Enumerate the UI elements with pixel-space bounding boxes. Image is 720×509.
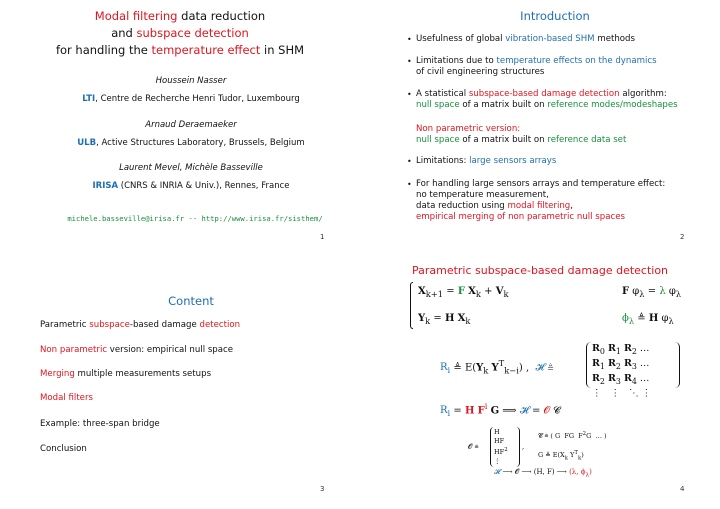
page-number: 2 bbox=[680, 233, 685, 241]
b1-post: methods bbox=[594, 34, 635, 44]
title-text-3: for handling the bbox=[55, 43, 152, 57]
title-red-3: temperature effect bbox=[151, 43, 261, 57]
eigen-equation: F $\varphi_\lambda = \lambda$ $\varphi_\lambda$ bbox=[622, 286, 682, 299]
obs-comma: , bbox=[522, 443, 525, 451]
bullet-1 bbox=[407, 34, 635, 45]
b5-l1: For handling large sensors arrays and temperature effect: bbox=[416, 179, 666, 189]
content-item-3 bbox=[40, 369, 211, 379]
slide-2 bbox=[360, 0, 720, 254]
b3-post: algorithm: bbox=[619, 89, 667, 99]
b4-blue: large sensors arrays bbox=[469, 156, 557, 166]
slide-1 bbox=[0, 0, 360, 254]
ctrl-equation: 𝓒 ≜ ( G FG $F^2G$ … ) bbox=[538, 431, 607, 441]
np-green2: reference data set bbox=[547, 135, 627, 145]
bullet-dot-icon: • bbox=[407, 35, 412, 44]
author-3-org: IRISA bbox=[92, 181, 119, 191]
content-item-5: Example: three-span bridge bbox=[40, 419, 160, 429]
np-mid: of a matrix built on bbox=[459, 135, 548, 145]
bullet-2 bbox=[407, 56, 657, 78]
b2-pre: Limitations due to bbox=[416, 56, 497, 66]
np-green1: null space bbox=[416, 135, 460, 145]
page-number: 1 bbox=[320, 233, 325, 241]
ci4-red: Modal filters bbox=[40, 393, 93, 403]
contact-line[interactable]: michele.basseville@irisa.fr -- http://www.irisa.fr/sisthem/ bbox=[67, 214, 323, 223]
author-2-affil: , Active Structures Laboratory, Brussels, Belgium bbox=[96, 138, 305, 148]
title-text-2: and bbox=[111, 26, 137, 40]
title-line-1 bbox=[0, 9, 360, 23]
author-2-name: Arnaud Deraemaeker bbox=[145, 120, 237, 130]
hankel-entries: $R_0$ $R_1$ $R_2$ … $R_1$ $R_2$ $R_3$ … $R_2$ $R_3$ $R_4$ … ⋮ ⋮ ⋱ ⋮ bbox=[592, 343, 652, 399]
page-number: 4 bbox=[680, 485, 685, 493]
b5-l2: no temperature measurement, bbox=[416, 190, 549, 200]
bullet-dot-icon: • bbox=[407, 57, 412, 66]
system-brace bbox=[410, 282, 413, 329]
chain-equation: 𝓗 ⟶ 𝓞 ⟶ (H, F) ⟶ (λ, $\phi_\lambda$) bbox=[494, 468, 592, 479]
bullet-4 bbox=[407, 156, 557, 167]
b2-line2: of civil engineering structures bbox=[416, 67, 545, 77]
slide-4 bbox=[360, 255, 720, 509]
observation-equation: $Y_k = H$ $X_k$ bbox=[418, 313, 471, 326]
b1-pre: Usefulness of global bbox=[416, 34, 506, 44]
slide-title: Parametric subspace-based damage detection bbox=[411, 264, 669, 277]
ci2-red: Non parametric bbox=[40, 345, 108, 355]
b3-green2: reference modes/modeshapes bbox=[547, 100, 678, 110]
slide-title: Introduction bbox=[520, 9, 590, 23]
bullet-dot-icon: • bbox=[407, 90, 412, 99]
state-equation: $X_{k+1} = F$ $X_k + V_k$ bbox=[418, 286, 509, 299]
np-block bbox=[416, 124, 626, 146]
b5-l4-red: empirical merging of non parametric null spaces bbox=[416, 212, 625, 222]
author-2-org: ULB bbox=[77, 138, 97, 148]
obs-entries: H HF $HF^2$ ⋮ bbox=[494, 428, 508, 466]
g-equation: G ≜ $E(X_k$ $Y^T_k$) bbox=[538, 450, 584, 462]
bullet-5 bbox=[407, 179, 666, 223]
slide-title: Content bbox=[168, 294, 214, 308]
bullet-dot-icon: • bbox=[407, 157, 412, 166]
b5-l3-post: , bbox=[570, 201, 573, 211]
obs-symbol: 𝓞 ≜ bbox=[468, 443, 479, 451]
factorization-equation: $R_i = H$ $F^i$ G ⟹ 𝓗 = 𝓞 𝓒 bbox=[440, 401, 561, 419]
author-1-affiliation bbox=[0, 94, 360, 104]
title-text-1: data reduction bbox=[177, 9, 266, 23]
title-text-3b: in SHM bbox=[260, 43, 305, 57]
ci3-red: Merging bbox=[40, 369, 75, 379]
title-line-3 bbox=[0, 43, 360, 57]
author-1-name: Houssein Nasser bbox=[155, 76, 227, 86]
b4-pre: Limitations: bbox=[416, 156, 470, 166]
slide-3 bbox=[0, 255, 360, 509]
b3-pre: A statistical bbox=[416, 89, 469, 99]
b2-blue: temperature effects on the dynamics bbox=[496, 56, 657, 66]
author-1-org: LTI bbox=[82, 94, 96, 104]
author-3-name: Laurent Mevel, Michèle Basseville bbox=[119, 163, 263, 173]
bullet-dot-icon: • bbox=[407, 180, 412, 189]
b3-green1: null space bbox=[416, 100, 460, 110]
title-red-1: Modal filtering bbox=[94, 9, 178, 23]
ci2-mid: version: empirical null space bbox=[107, 345, 234, 355]
author-3-affiliation bbox=[0, 181, 360, 191]
content-item-1 bbox=[40, 320, 240, 330]
content-item-2 bbox=[40, 345, 233, 355]
ci1-red2: detection bbox=[199, 320, 241, 330]
content-item-4 bbox=[40, 393, 93, 403]
modeshape-equation: $\phi_\lambda$ ≜ H $\varphi_\lambda$ bbox=[622, 313, 674, 326]
b3-mid: of a matrix built on bbox=[459, 100, 548, 110]
ci1-mid: -based damage bbox=[129, 320, 200, 330]
title-red-2: subspace detection bbox=[136, 26, 249, 40]
ci1-pre: Parametric bbox=[40, 320, 90, 330]
covariance-equation: $R_i$ ≜ $E(Y_k$ $Y^T_{k-i}$) , 𝓗 ≜ bbox=[440, 358, 554, 376]
author-2-affiliation bbox=[0, 138, 360, 148]
content-item-6: Conclusion bbox=[40, 444, 87, 454]
b1-blue: vibration-based SHM bbox=[505, 34, 595, 44]
b5-l3-red: modal filtering bbox=[507, 201, 571, 211]
bullet-3 bbox=[407, 89, 678, 111]
np-red: Non parametric version: bbox=[416, 124, 521, 134]
b3-red: subspace-based damage detection bbox=[468, 89, 620, 99]
ci3-mid: multiple measurements setups bbox=[74, 369, 212, 379]
author-3-affil: (CNRS & INRIA & Univ.), Rennes, France bbox=[118, 181, 290, 191]
b5-l3-pre: data reduction using bbox=[416, 201, 508, 211]
ci1-red: subspace bbox=[89, 320, 130, 330]
author-1-affil: , Centre de Recherche Henri Tudor, Luxembourg bbox=[95, 94, 300, 104]
title-line-2 bbox=[0, 26, 360, 40]
page-number: 3 bbox=[320, 485, 325, 493]
